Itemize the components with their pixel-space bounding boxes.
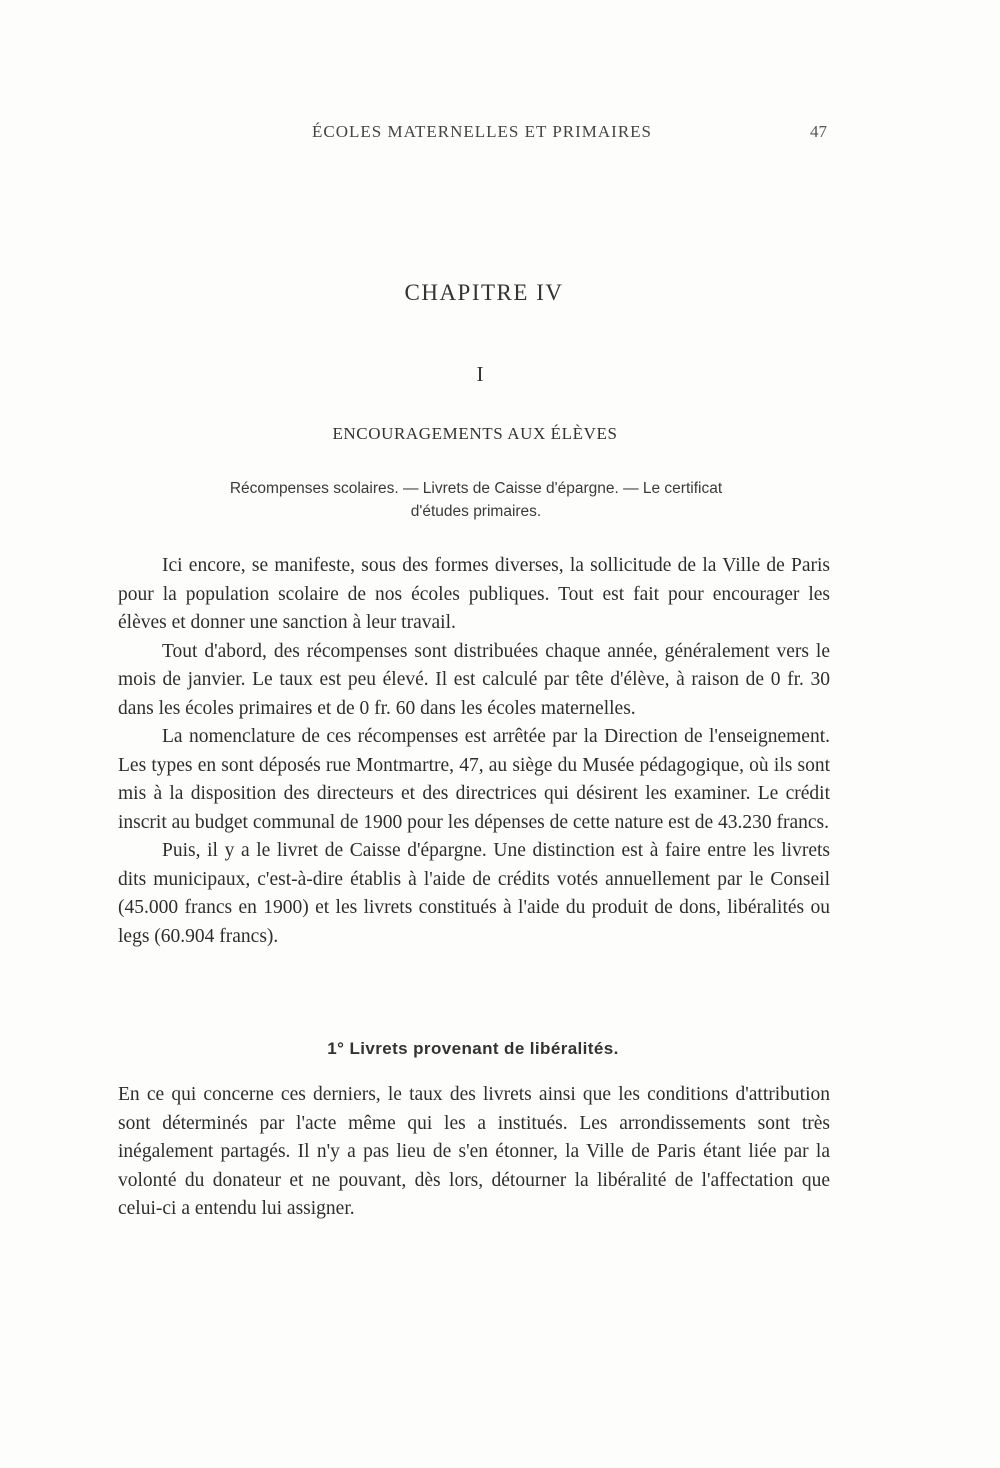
section-summary: [198, 477, 754, 523]
running-title: ÉCOLES MATERNELLES ET PRIMAIRES: [312, 122, 653, 141]
paragraph: En ce qui concerne ces derniers, le taux des livrets ainsi que les conditions d'attribution sont déterminés par l'acte même qui les a institués. Les arrondissements sont très inégalement partagés. Il n'y a pas lieu de s'en étonner, la Ville de Paris étant liée par la volonté du donateur et ne pouvant, dès lors, détourner la libéralité de l'affectation que celui-ci a entendu lui assigner.: [118, 1084, 830, 1219]
body-text-continued: [118, 1081, 830, 1224]
paragraph: Tout d'abord, des récompenses sont distribuées chaque année, généralement vers le mois de janvier. Le taux est peu élevé. Il est calculé par tête d'élève, à raison de 0 fr. 30 dans les écoles primaires et de 0 fr. 60 dans les écoles maternelles.: [118, 640, 830, 719]
paragraph: La nomenclature de ces récompenses est arrêtée par la Direction de l'enseignement. Les types en sont déposés rue Montmartre, 47, au siège du Musée pédagogique, où ils sont mis à la disposition des directeurs et des directrices qui désirent les examiner. Le crédit inscrit au budget communal de 1900 pour les dépenses de cette nature est de 43.230 francs.: [118, 726, 830, 833]
subheading: 1° Livrets provenant de libéralités.: [327, 1039, 619, 1058]
section-number: I: [476, 362, 484, 386]
paragraph: Puis, il y a le livret de Caisse d'épargne. Une distinction est à faire entre les livrets dits municipaux, c'est-à-dire établis à l'aide de crédits votés annuellement par le Conseil (45.000 francs en 1900) et les livrets constitués à l'aide du produit de dons, libéralités ou legs (60.904 francs).: [118, 840, 830, 947]
chapter-title: CHAPITRE IV: [404, 280, 564, 305]
summary-line: Récompenses scolaires. — Livrets de Caisse d'épargne. — Le certificat: [229, 480, 723, 497]
paragraph: Ici encore, se manifeste, sous des formes diverses, la sollicitude de la Ville de Paris pour la population scolaire de nos écoles publiques. Tout est fait pour encourager les élèves et donner une sanction à leur travail.: [118, 555, 830, 633]
page-number: 47: [810, 122, 827, 141]
summary-line: d'études primaires.: [410, 503, 542, 520]
body-text: [118, 552, 830, 951]
section-title: ENCOURAGEMENTS AUX ÉLÈVES: [332, 424, 618, 443]
running-head: [0, 122, 1000, 152]
